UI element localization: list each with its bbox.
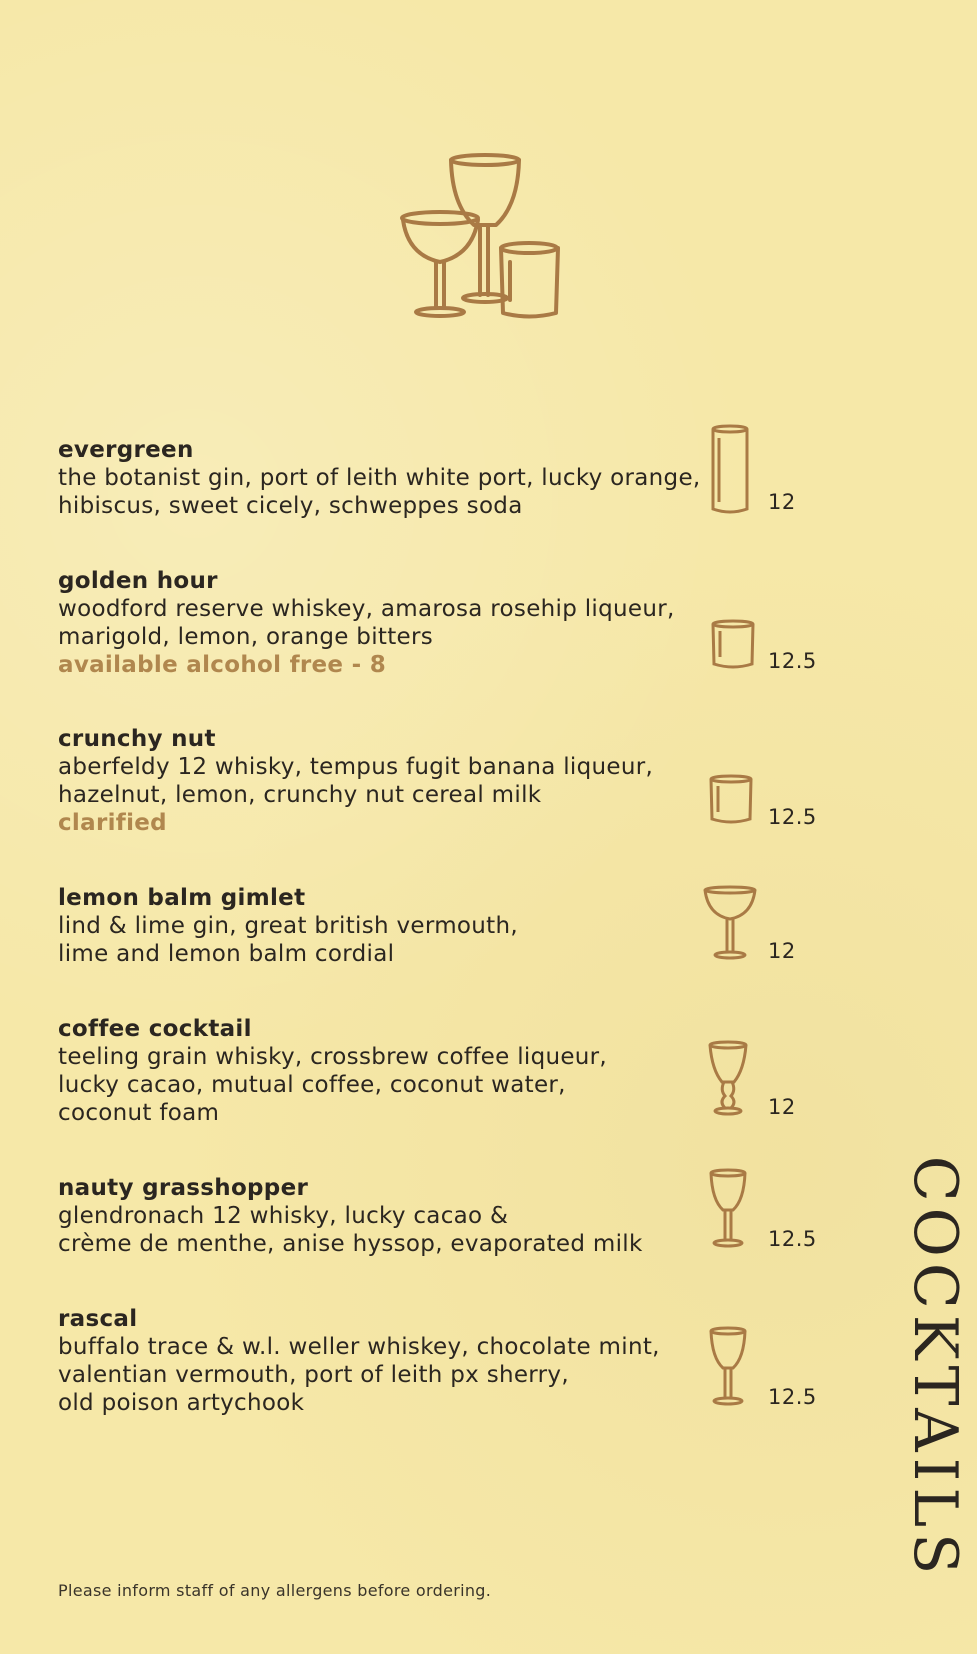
item-price: 12 [768,490,796,514]
item-name: evergreen [58,437,194,463]
item-price: 12.5 [768,1227,817,1251]
item-name: coffee cocktail [58,1016,252,1042]
glassware-illustration-icon [400,150,580,340]
item-price: 12.5 [768,649,817,673]
wine-glass-icon [707,1326,749,1406]
item-price: 12 [768,939,796,963]
item-name: golden hour [58,568,218,594]
item-name: rascal [58,1306,138,1332]
wine-glass-icon [707,1168,749,1248]
item-price: 12.5 [768,1385,817,1409]
item-description: the botanist gin, port of leith white port, lucky orange, hibiscus, sweet cicely, schweppes soda [58,465,701,519]
item-description: glendronach 12 whisky, lucky cacao & crème de menthe, anise hyssop, evaporated milk [58,1203,643,1257]
item-note: available alcohol free - 8 [58,652,387,678]
fancy-stem-glass-icon [706,1040,750,1116]
menu-item-lemon-balm-gimlet [58,884,958,968]
menu-item-rascal [58,1305,958,1417]
item-name: lemon balm gimlet [58,885,306,911]
item-note: clarified [58,810,167,836]
item-name: crunchy nut [58,726,216,752]
item-price: 12 [768,1095,796,1119]
allergen-note: Please inform staff of any allergens before ordering. [58,1581,492,1600]
section-title: COCKTAILS [900,1155,970,1581]
menu-item-crunchy-nut [58,725,958,837]
rocks-glass-icon [708,774,754,826]
item-name: nauty grasshopper [58,1175,309,1201]
item-price: 12.5 [768,805,817,829]
menu-item-coffee-cocktail [58,1015,958,1127]
menu-item-evergreen [58,436,958,520]
coupe-glass-icon [702,885,758,960]
rocks-glass-icon [710,619,756,671]
menu-item-nauty-grasshopper [58,1174,958,1258]
item-description: woodford reserve whiskey, amarosa rosehip liqueur, marigold, lemon, orange bitters [58,596,675,650]
item-description: lind & lime gin, great british vermouth, lime and lemon balm cordial [58,913,518,967]
highball-glass-icon [710,424,750,516]
menu-item-golden-hour [58,567,958,679]
item-description: aberfeldy 12 whisky, tempus fugit banana liqueur, hazelnut, lemon, crunchy nut cereal milk [58,754,654,808]
item-description: buffalo trace & w.l. weller whiskey, chocolate mint, valentian vermouth, port of leith px sherry, old poison artychook [58,1334,660,1416]
item-description: teeling grain whisky, crossbrew coffee liqueur, lucky cacao, mutual coffee, coconut water, coconut foam [58,1044,608,1126]
